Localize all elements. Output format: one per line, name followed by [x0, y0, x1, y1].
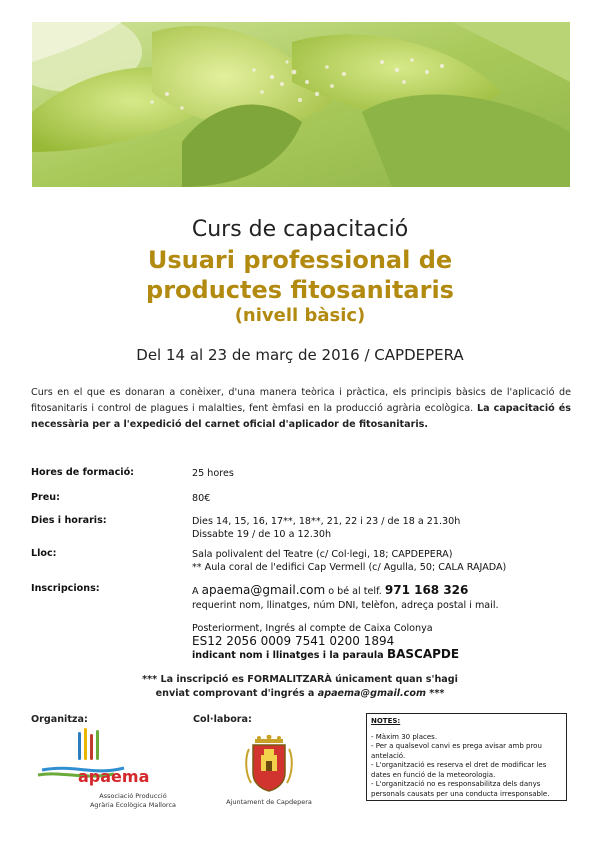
signup-label: Inscripcions:: [31, 583, 100, 594]
organizer-label: Organitza:: [31, 714, 88, 725]
apaema-logo-mark: [34, 728, 174, 793]
notice-email-link[interactable]: apaema@gmail.com: [317, 688, 426, 699]
signup-phone-text: o bé al telf.: [325, 586, 385, 597]
signup-email-prefix: A: [192, 586, 202, 597]
place-value: [192, 548, 572, 574]
course-type: Curs de capacitació: [191, 217, 409, 242]
payment-line1: Posteriorment, Ingrés al compte de Caixa Colonya: [192, 623, 433, 634]
notice-line2: [0, 687, 600, 701]
payment-keyword: BASCAPDE: [386, 647, 460, 661]
intro-text: Curs en el que es donaran a conèixer, d'una manera teòrica i pràctica, els principis bàsics de l'aplicació de fitosanitaris i control de plagues i malalties, fent èmfasi en la producció agrària ecològica.: [31, 387, 571, 414]
apaema-wordmark: apaema: [78, 767, 150, 786]
signup-phone: 971 168 326: [384, 583, 469, 597]
payment-line3: [192, 648, 572, 662]
course-name: [0, 245, 600, 305]
schedule-line2: Dissabte 19 / de 10 a 12.30h: [192, 529, 332, 540]
schedule-label: Dies i horaris:: [31, 515, 107, 526]
schedule-value: [192, 515, 572, 541]
hours-value: 25 hores: [192, 468, 234, 479]
notes-heading: NOTES:: [371, 717, 401, 725]
hero-leaf-photo: [32, 22, 570, 187]
notice-line2-prefix: enviat comprovant d'ingrés a: [155, 688, 318, 699]
course-dates: Del 14 al 23 de març de 2016 / CAPDEPERA: [136, 346, 464, 364]
notes-item: - L'organització es reserva el dret de modificar les dates en funció de la meteorologia.: [371, 761, 547, 779]
apaema-subtitle1: Associació Producció: [99, 792, 167, 800]
registration-notice: [0, 673, 600, 701]
notice-line2-suffix: ***: [425, 688, 445, 699]
capdepera-logo: [219, 735, 319, 805]
notes-item: - Màxim 30 places.: [371, 732, 438, 741]
notes-item: - Per a qualsevol canvi es prega avisar amb prou antelació.: [371, 742, 542, 760]
payment-line3-prefix: indicant nom i llinatges i la paraula: [192, 650, 387, 661]
schedule-line1: Dies 14, 15, 16, 17**, 18**, 21, 22 i 23 / de 18 a 21.30h: [192, 516, 461, 527]
capdepera-name: Ajuntament de Capdepera: [226, 798, 312, 806]
place-line2: ** Aula coral de l'edifici Cap Vermell (c/ Agulla, 50; CALA RAJADA): [192, 562, 507, 573]
hours-label: Hores de formació:: [31, 467, 134, 478]
place-label: Lloc:: [31, 548, 57, 559]
signup-value: [192, 583, 572, 662]
notes-box: [366, 713, 567, 801]
price-label: Preu:: [31, 492, 60, 503]
apaema-subtitle2: Agrària Ecològica Mallorca: [89, 801, 177, 809]
place-line1: Sala polivalent del Teatre (c/ Col·legi, 18; CAPDEPERA): [192, 549, 453, 560]
signup-line1: [192, 583, 572, 599]
capdepera-shield-icon: [219, 735, 319, 795]
signup-email-link[interactable]: apaema@gmail.com: [201, 583, 326, 597]
course-level: (nivell bàsic): [234, 305, 366, 326]
course-name-line2: productes fitosanitaris: [146, 276, 454, 304]
notice-line1: *** La inscripció es FORMALITZARÀ únicament quan s'hagi: [142, 674, 458, 685]
collaborator-label: Col·labora:: [193, 714, 252, 725]
apaema-logo: [34, 728, 177, 813]
course-name-line1: Usuari professional de: [147, 246, 453, 274]
intro-bold: La capacitació és necessària per a l'expedició del carnet oficial d'aplicador de fitosanitaris.: [31, 403, 572, 430]
payment-iban: ES12 2056 0009 7541 0200 1894: [192, 634, 395, 648]
notes-item: - L'organització no es responsabilitza dels danys personals causats per una conducta irresponsable.: [371, 780, 550, 798]
signup-line2: requerint nom, llinatges, núm DNI, telèfon, adreça postal i mail.: [192, 600, 499, 611]
price-value: 80€: [192, 493, 211, 504]
intro-paragraph: [31, 385, 571, 433]
